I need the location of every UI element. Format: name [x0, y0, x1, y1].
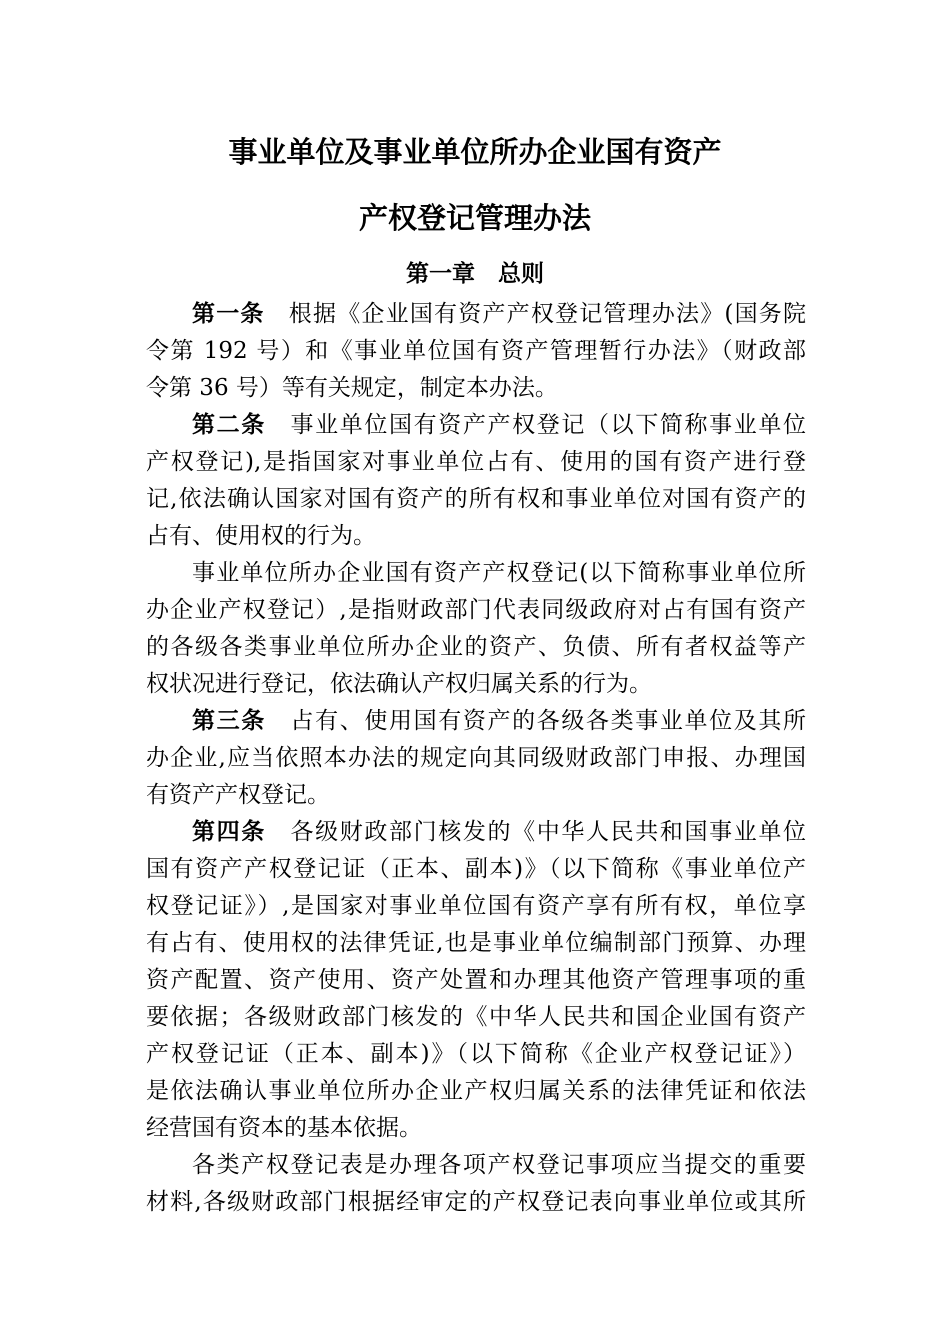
paragraph-line: 经营国有资本的基本依据。 [146, 1115, 422, 1141]
paragraph-line: 办企业,应当依照本办法的规定向其同级财政部门申报、办理国 [146, 745, 806, 771]
article-label: 第四条 [192, 819, 266, 845]
paragraph-line: 产权登记证（正本、副本)》（以下简称《企业产权登记证》） [146, 1041, 806, 1067]
paragraph-line: 记,依法确认国家对国有资产的所有权和事业单位对国有资产的 [146, 486, 806, 512]
paragraph-line: 令第 192 号）和《事业单位国有资产管理暂行办法》（财政部 [146, 338, 806, 364]
paragraph-line: 是依法确认事业单位所办企业产权归属关系的法律凭证和依法 [146, 1078, 806, 1104]
paragraph-line [146, 814, 806, 851]
paragraph-line [146, 703, 806, 740]
paragraph-text: 占有、使用国有资产的各级各类事业单位及其所 [265, 708, 806, 734]
paragraph-line [146, 296, 806, 333]
paragraph-line [146, 407, 806, 444]
paragraph-line: 有占有、使用权的法律凭证,也是事业单位编制部门预算、办理 [146, 930, 806, 956]
paragraph-line: 有资产产权登记。 [146, 782, 330, 808]
paragraph-text: 事业单位国有资产产权登记（以下简称事业单位 [265, 412, 806, 438]
article-label: 第三条 [192, 708, 266, 734]
paragraph-line: 各类产权登记表是办理各项产权登记事项应当提交的重要 [192, 1152, 806, 1178]
paragraph-line: 资产配置、资产使用、资产处置和办理其他资产管理事项的重 [146, 967, 806, 993]
paragraph-line: 权登记证》）,是国家对事业单位国有资产享有所有权，单位享 [146, 893, 806, 919]
paragraph-line: 占有、使用权的行为。 [146, 523, 376, 549]
paragraph-line: 的各级各类事业单位所办企业的资产、负债、所有者权益等产 [146, 634, 806, 660]
paragraph-line: 要依据；各级财政部门核发的《中华人民共和国企业国有资产 [146, 1004, 806, 1030]
paragraph-line: 国有资产产权登记证（正本、副本)》（以下简称《事业单位产 [146, 856, 806, 882]
chapter-heading: 第一章 总则 [406, 261, 544, 287]
document-body [146, 296, 806, 1221]
paragraph-line: 材料,各级财政部门根据经审定的产权登记表向事业单位或其所 [146, 1189, 806, 1215]
paragraph-text: 根据《企业国有资产产权登记管理办法》(国务院 [264, 301, 806, 327]
document-title-line-2: 产权登记管理办法 [358, 201, 591, 235]
paragraph-text: 各级财政部门核发的《中华人民共和国事业单位 [265, 819, 806, 845]
paragraph-line: 令第 36 号）等有关规定，制定本办法。 [146, 375, 558, 401]
paragraph-line: 产权登记),是指国家对事业单位占有、使用的国有资产进行登 [146, 449, 806, 475]
article-label: 第一条 [192, 301, 265, 327]
article-label: 第二条 [192, 412, 266, 438]
paragraph-line: 权状况进行登记，依法确认产权归属关系的行为。 [146, 671, 652, 697]
paragraph-line: 办企业产权登记）,是指财政部门代表同级政府对占有国有资产 [146, 597, 806, 623]
paragraph-line: 事业单位所办企业国有资产产权登记(以下简称事业单位所 [192, 560, 806, 586]
document-title-line-1: 事业单位及事业单位所办企业国有资产 [228, 135, 722, 169]
